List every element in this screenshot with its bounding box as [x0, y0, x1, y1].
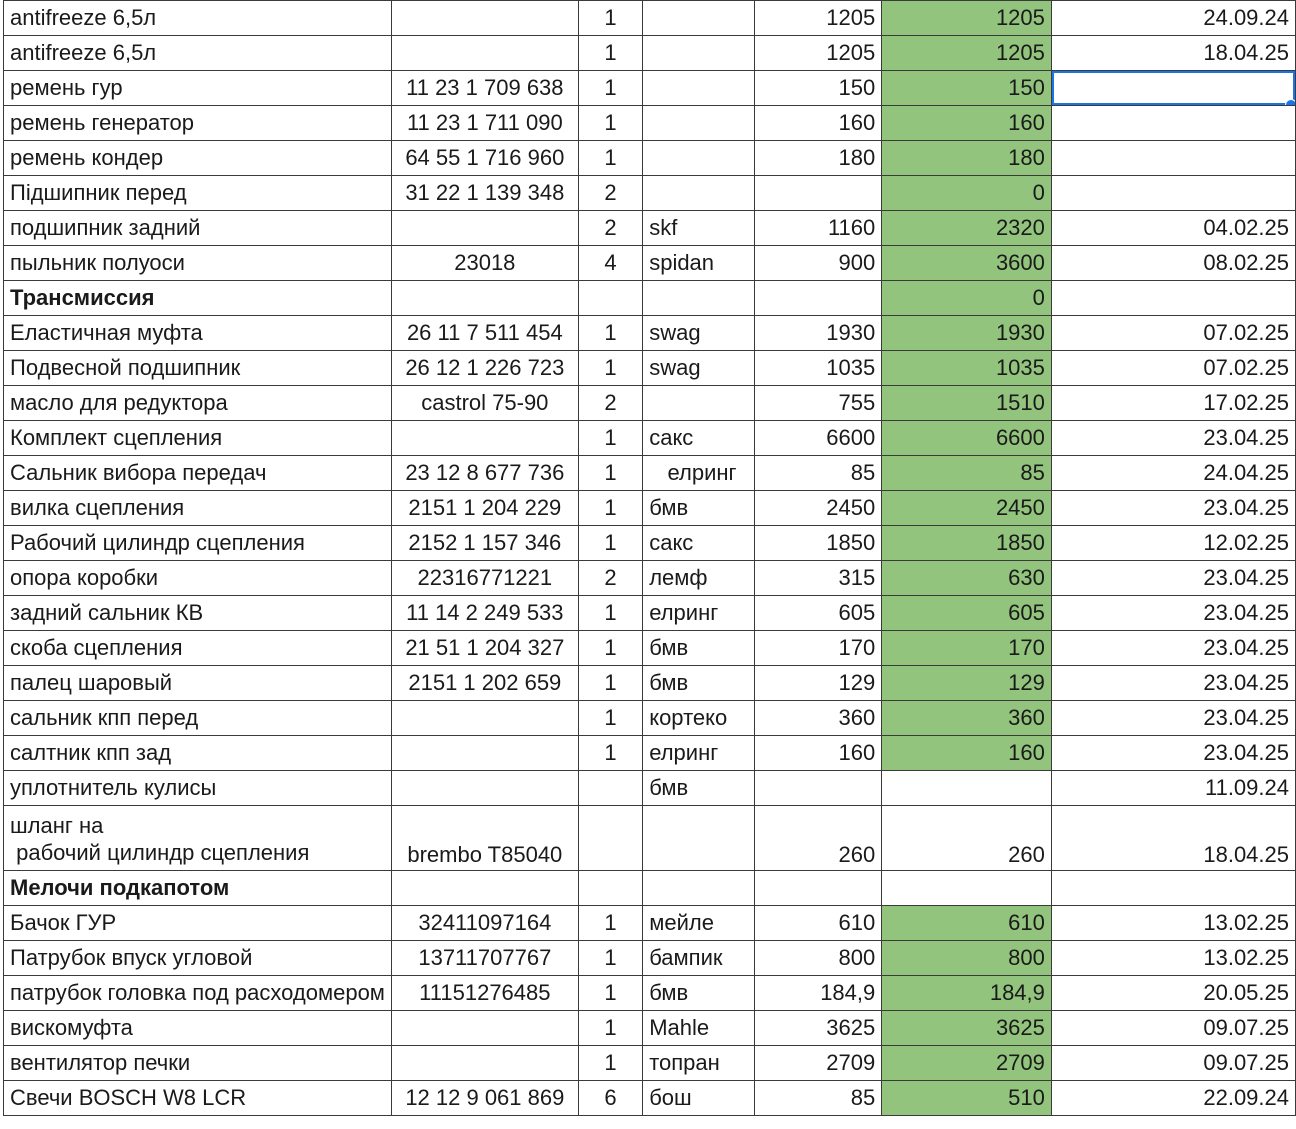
- cell-quantity[interactable]: 2: [578, 176, 642, 211]
- cell-date[interactable]: 20.05.25: [1051, 976, 1295, 1011]
- cell-brand[interactable]: [643, 176, 755, 211]
- section-header-row: [4, 281, 1296, 316]
- cell-brand[interactable]: топран: [643, 1046, 755, 1081]
- cell-date[interactable]: 23.04.25: [1051, 666, 1295, 701]
- cell-date[interactable]: 12.02.25: [1051, 526, 1295, 561]
- cell-item-name[interactable]: уплотнитель кулисы: [4, 771, 392, 806]
- cell-date[interactable]: [1051, 106, 1295, 141]
- cell-brand[interactable]: бмв: [643, 976, 755, 1011]
- cell-total[interactable]: [882, 771, 1052, 806]
- cell-date[interactable]: [1051, 176, 1295, 211]
- cell-quantity[interactable]: 1: [578, 596, 642, 631]
- cell-date[interactable]: 07.02.25: [1051, 316, 1295, 351]
- cell-total[interactable]: 1035: [882, 351, 1052, 386]
- cell-date[interactable]: 04.02.25: [1051, 211, 1295, 246]
- cell-brand[interactable]: бмв: [643, 771, 755, 806]
- cell-part-number[interactable]: 32411097164: [391, 906, 578, 941]
- cell-part-number[interactable]: [391, 281, 578, 316]
- cell-part-number[interactable]: [391, 736, 578, 771]
- cell-item-name[interactable]: скоба сцепления: [4, 631, 392, 666]
- cell-part-number[interactable]: 2151 1 204 229: [391, 491, 578, 526]
- cell-total[interactable]: 1930: [882, 316, 1052, 351]
- cell-price[interactable]: 170: [755, 631, 882, 666]
- cell-date[interactable]: 07.02.25: [1051, 351, 1295, 386]
- cell-part-number[interactable]: [391, 1011, 578, 1046]
- cell-part-number[interactable]: 2152 1 157 346: [391, 526, 578, 561]
- cell-total[interactable]: 180: [882, 141, 1052, 176]
- cell-part-number[interactable]: [391, 871, 578, 906]
- cell-price[interactable]: 160: [755, 106, 882, 141]
- table-row: [4, 976, 1296, 1011]
- cell-total[interactable]: 800: [882, 941, 1052, 976]
- cell-price[interactable]: 800: [755, 941, 882, 976]
- cell-date[interactable]: 18.04.25: [1051, 806, 1295, 871]
- cell-quantity[interactable]: 1: [578, 351, 642, 386]
- cell-price[interactable]: 2709: [755, 1046, 882, 1081]
- cell-item-name[interactable]: задний сальник КВ: [4, 596, 392, 631]
- table-row: [4, 1, 1296, 36]
- cell-quantity[interactable]: 2: [578, 561, 642, 596]
- cell-brand[interactable]: бмв: [643, 491, 755, 526]
- cell-date[interactable]: 11.09.24: [1051, 771, 1295, 806]
- cell-price[interactable]: 85: [755, 456, 882, 491]
- cell-part-number[interactable]: [391, 421, 578, 456]
- cell-total[interactable]: 1510: [882, 386, 1052, 421]
- cell-quantity[interactable]: [578, 771, 642, 806]
- cell-price[interactable]: 160: [755, 736, 882, 771]
- cell-part-number[interactable]: brembo T85040: [391, 806, 578, 871]
- cell-part-number[interactable]: 23018: [391, 246, 578, 281]
- cell-brand[interactable]: swag: [643, 316, 755, 351]
- cell-item-name[interactable]: antifreeze 6,5л: [4, 1, 392, 36]
- cell-price[interactable]: [755, 281, 882, 316]
- table-row: [4, 666, 1296, 701]
- spreadsheet-grid: [3, 0, 1296, 1116]
- cell-brand[interactable]: [643, 106, 755, 141]
- cell-brand[interactable]: [643, 871, 755, 906]
- cell-quantity[interactable]: 1: [578, 941, 642, 976]
- section-header-row: [4, 871, 1296, 906]
- cell-brand[interactable]: [643, 36, 755, 71]
- table-row: [4, 351, 1296, 386]
- cell-quantity[interactable]: 1: [578, 456, 642, 491]
- cell-total[interactable]: 260: [882, 806, 1052, 871]
- cell-total[interactable]: 2320: [882, 211, 1052, 246]
- table-row: [4, 386, 1296, 421]
- cell-price[interactable]: 2450: [755, 491, 882, 526]
- cell-date[interactable]: 23.04.25: [1051, 491, 1295, 526]
- cell-brand[interactable]: spidan: [643, 246, 755, 281]
- cell-price[interactable]: 129: [755, 666, 882, 701]
- cell-part-number[interactable]: [391, 1, 578, 36]
- cell-price[interactable]: 605: [755, 596, 882, 631]
- cell-item-name[interactable]: шланг на рабочий цилиндр сцепления: [4, 806, 392, 871]
- table-row: [4, 631, 1296, 666]
- cell-brand[interactable]: сакс: [643, 421, 755, 456]
- spreadsheet-body: [4, 1, 1296, 1116]
- cell-price[interactable]: 85: [755, 1081, 882, 1116]
- table-row: [4, 456, 1296, 491]
- cell-item-name[interactable]: Свечи BOSCH W8 LCR: [4, 1081, 392, 1116]
- cell-part-number[interactable]: 12 12 9 061 869: [391, 1081, 578, 1116]
- cell-total[interactable]: 2709: [882, 1046, 1052, 1081]
- cell-total[interactable]: [882, 871, 1052, 906]
- cell-price[interactable]: 6600: [755, 421, 882, 456]
- cell-brand[interactable]: [643, 281, 755, 316]
- cell-item-name[interactable]: пыльник полуоси: [4, 246, 392, 281]
- cell-price[interactable]: 1035: [755, 351, 882, 386]
- cell-quantity[interactable]: 1: [578, 631, 642, 666]
- cell-brand[interactable]: [643, 141, 755, 176]
- cell-quantity[interactable]: 1: [578, 701, 642, 736]
- cell-quantity[interactable]: [578, 281, 642, 316]
- cell-price[interactable]: 180: [755, 141, 882, 176]
- table-row: [4, 246, 1296, 281]
- table-row: [4, 36, 1296, 71]
- cell-brand[interactable]: бмв: [643, 666, 755, 701]
- table-row: [4, 491, 1296, 526]
- cell-price[interactable]: 360: [755, 701, 882, 736]
- cell-part-number[interactable]: 64 55 1 716 960: [391, 141, 578, 176]
- cell-total[interactable]: 630: [882, 561, 1052, 596]
- cell-quantity[interactable]: 1: [578, 976, 642, 1011]
- cell-quantity[interactable]: 1: [578, 491, 642, 526]
- cell-item-name[interactable]: antifreeze 6,5л: [4, 36, 392, 71]
- cell-quantity[interactable]: 1: [578, 526, 642, 561]
- cell-brand[interactable]: [643, 1, 755, 36]
- table-row: [4, 421, 1296, 456]
- cell-date[interactable]: 13.02.25: [1051, 906, 1295, 941]
- cell-quantity[interactable]: 1: [578, 666, 642, 701]
- cell-total[interactable]: 85: [882, 456, 1052, 491]
- cell-brand[interactable]: елринг: [643, 456, 755, 491]
- cell-item-name[interactable]: палец шаровый: [4, 666, 392, 701]
- cell-part-number[interactable]: [391, 36, 578, 71]
- cell-quantity[interactable]: 1: [578, 106, 642, 141]
- cell-price[interactable]: [755, 771, 882, 806]
- cell-part-number[interactable]: 26 12 1 226 723: [391, 351, 578, 386]
- cell-price[interactable]: 1850: [755, 526, 882, 561]
- cell-quantity[interactable]: 2: [578, 211, 642, 246]
- cell-total[interactable]: 160: [882, 736, 1052, 771]
- cell-total[interactable]: 605: [882, 596, 1052, 631]
- cell-brand[interactable]: сакс: [643, 526, 755, 561]
- cell-item-name[interactable]: Трансмиссия: [4, 281, 392, 316]
- cell-part-number[interactable]: [391, 211, 578, 246]
- cell-quantity[interactable]: 1: [578, 71, 642, 106]
- cell-part-number[interactable]: 11 14 2 249 533: [391, 596, 578, 631]
- cell-quantity[interactable]: 1: [578, 316, 642, 351]
- cell-date[interactable]: 13.02.25: [1051, 941, 1295, 976]
- selection-fill-handle[interactable]: [1285, 99, 1296, 106]
- cell-total[interactable]: 0: [882, 176, 1052, 211]
- cell-brand[interactable]: бош: [643, 1081, 755, 1116]
- selected-cell[interactable]: [1051, 71, 1295, 106]
- cell-quantity[interactable]: 1: [578, 141, 642, 176]
- table-row: [4, 106, 1296, 141]
- cell-total[interactable]: 1205: [882, 36, 1052, 71]
- table-row: [4, 561, 1296, 596]
- cell-price[interactable]: 260: [755, 806, 882, 871]
- cell-item-name[interactable]: Сальник вибора передач: [4, 456, 392, 491]
- cell-part-number[interactable]: 13711707767: [391, 941, 578, 976]
- table-row: [4, 771, 1296, 806]
- table-row: [4, 941, 1296, 976]
- cell-total[interactable]: 1850: [882, 526, 1052, 561]
- cell-item-name[interactable]: вентилятор печки: [4, 1046, 392, 1081]
- cell-quantity[interactable]: 2: [578, 386, 642, 421]
- cell-total[interactable]: 170: [882, 631, 1052, 666]
- cell-total[interactable]: 1205: [882, 1, 1052, 36]
- cell-price[interactable]: 1205: [755, 1, 882, 36]
- cell-item-name[interactable]: Подвесной подшипник: [4, 351, 392, 386]
- cell-part-number[interactable]: castrol 75-90: [391, 386, 578, 421]
- cell-date[interactable]: 23.04.25: [1051, 421, 1295, 456]
- cell-price[interactable]: 610: [755, 906, 882, 941]
- cell-part-number[interactable]: 11 23 1 711 090: [391, 106, 578, 141]
- cell-date[interactable]: 23.04.25: [1051, 561, 1295, 596]
- cell-brand[interactable]: Mahle: [643, 1011, 755, 1046]
- cell-part-number[interactable]: [391, 1046, 578, 1081]
- cell-quantity[interactable]: 1: [578, 1046, 642, 1081]
- cell-item-name[interactable]: Патрубок впуск угловой: [4, 941, 392, 976]
- cell-part-number[interactable]: 23 12 8 677 736: [391, 456, 578, 491]
- cell-part-number[interactable]: [391, 701, 578, 736]
- cell-price[interactable]: 3625: [755, 1011, 882, 1046]
- cell-item-name[interactable]: подшипник задний: [4, 211, 392, 246]
- cell-total[interactable]: 2450: [882, 491, 1052, 526]
- cell-quantity[interactable]: 1: [578, 421, 642, 456]
- cell-date[interactable]: [1051, 871, 1295, 906]
- cell-part-number[interactable]: 11 23 1 709 638: [391, 71, 578, 106]
- table-row: [4, 1081, 1296, 1116]
- cell-item-name[interactable]: Бачок ГУР: [4, 906, 392, 941]
- cell-brand[interactable]: skf: [643, 211, 755, 246]
- cell-item-name[interactable]: сальник кпп перед: [4, 701, 392, 736]
- cell-price[interactable]: 150: [755, 71, 882, 106]
- cell-price[interactable]: 900: [755, 246, 882, 281]
- cell-item-name[interactable]: Еластичная муфта: [4, 316, 392, 351]
- cell-item-name[interactable]: ремень кондер: [4, 141, 392, 176]
- cell-item-name[interactable]: Рабочий цилиндр сцепления: [4, 526, 392, 561]
- cell-quantity[interactable]: 4: [578, 246, 642, 281]
- cell-item-name[interactable]: ремень гур: [4, 71, 392, 106]
- table-row: [4, 806, 1296, 871]
- cell-brand[interactable]: swag: [643, 351, 755, 386]
- table-row: [4, 1046, 1296, 1081]
- cell-part-number[interactable]: [391, 771, 578, 806]
- table-row: [4, 596, 1296, 631]
- table-row: [4, 211, 1296, 246]
- cell-date[interactable]: 09.07.25: [1051, 1011, 1295, 1046]
- cell-date[interactable]: 22.09.24: [1051, 1081, 1295, 1116]
- cell-total[interactable]: 160: [882, 106, 1052, 141]
- cell-total[interactable]: 3625: [882, 1011, 1052, 1046]
- cell-part-number[interactable]: 11151276485: [391, 976, 578, 1011]
- cell-part-number[interactable]: 26 11 7 511 454: [391, 316, 578, 351]
- cell-quantity[interactable]: 1: [578, 906, 642, 941]
- cell-brand[interactable]: [643, 806, 755, 871]
- cell-part-number[interactable]: 2151 1 202 659: [391, 666, 578, 701]
- cell-date[interactable]: 23.04.25: [1051, 701, 1295, 736]
- table-row: [4, 316, 1296, 351]
- table-row: [4, 701, 1296, 736]
- cell-date[interactable]: 23.04.25: [1051, 596, 1295, 631]
- cell-item-name[interactable]: Мелочи подкапотом: [4, 871, 392, 906]
- cell-brand[interactable]: мейле: [643, 906, 755, 941]
- cell-quantity[interactable]: [578, 806, 642, 871]
- cell-price[interactable]: 755: [755, 386, 882, 421]
- table-row: [4, 141, 1296, 176]
- cell-date[interactable]: 08.02.25: [1051, 246, 1295, 281]
- cell-item-name[interactable]: патрубок головка под расходомером: [4, 976, 392, 1011]
- cell-item-name[interactable]: Підшипник перед: [4, 176, 392, 211]
- cell-item-name[interactable]: Комплект сцепления: [4, 421, 392, 456]
- cell-item-name[interactable]: салтник кпп зад: [4, 736, 392, 771]
- cell-total[interactable]: 150: [882, 71, 1052, 106]
- cell-total[interactable]: 360: [882, 701, 1052, 736]
- cell-part-number[interactable]: 31 22 1 139 348: [391, 176, 578, 211]
- table-row: [4, 736, 1296, 771]
- table-row: [4, 176, 1296, 211]
- cell-brand[interactable]: [643, 386, 755, 421]
- cell-price[interactable]: 315: [755, 561, 882, 596]
- cell-total[interactable]: 3600: [882, 246, 1052, 281]
- cell-part-number[interactable]: 22316771221: [391, 561, 578, 596]
- cell-date[interactable]: 23.04.25: [1051, 631, 1295, 666]
- cell-date[interactable]: 18.04.25: [1051, 36, 1295, 71]
- cell-price[interactable]: 1205: [755, 36, 882, 71]
- cell-total[interactable]: 129: [882, 666, 1052, 701]
- cell-total[interactable]: 6600: [882, 421, 1052, 456]
- cell-item-name[interactable]: ремень генератор: [4, 106, 392, 141]
- cell-total[interactable]: 184,9: [882, 976, 1052, 1011]
- cell-price[interactable]: 1160: [755, 211, 882, 246]
- cell-price[interactable]: 1930: [755, 316, 882, 351]
- cell-quantity[interactable]: 1: [578, 1, 642, 36]
- table-row: [4, 71, 1296, 106]
- cell-part-number[interactable]: 21 51 1 204 327: [391, 631, 578, 666]
- cell-brand[interactable]: бмв: [643, 631, 755, 666]
- cell-price[interactable]: 184,9: [755, 976, 882, 1011]
- cell-total[interactable]: 510: [882, 1081, 1052, 1116]
- cell-quantity[interactable]: 6: [578, 1081, 642, 1116]
- cell-date[interactable]: [1051, 141, 1295, 176]
- cell-quantity[interactable]: 1: [578, 36, 642, 71]
- cell-date[interactable]: [1051, 281, 1295, 316]
- table-row: [4, 906, 1296, 941]
- cell-total[interactable]: 0: [882, 281, 1052, 316]
- cell-date[interactable]: 09.07.25: [1051, 1046, 1295, 1081]
- cell-total[interactable]: 610: [882, 906, 1052, 941]
- table-row: [4, 1011, 1296, 1046]
- cell-date[interactable]: 23.04.25: [1051, 736, 1295, 771]
- cell-brand[interactable]: лемф: [643, 561, 755, 596]
- cell-brand[interactable]: [643, 71, 755, 106]
- cell-item-name[interactable]: опора коробки: [4, 561, 392, 596]
- table-row: [4, 526, 1296, 561]
- cell-brand[interactable]: елринг: [643, 736, 755, 771]
- cell-date[interactable]: 24.04.25: [1051, 456, 1295, 491]
- cell-date[interactable]: 17.02.25: [1051, 386, 1295, 421]
- cell-brand[interactable]: елринг: [643, 596, 755, 631]
- cell-item-name[interactable]: вилка сцепления: [4, 491, 392, 526]
- cell-date[interactable]: 24.09.24: [1051, 1, 1295, 36]
- cell-brand[interactable]: бампик: [643, 941, 755, 976]
- cell-quantity[interactable]: [578, 871, 642, 906]
- cell-brand[interactable]: кортеко: [643, 701, 755, 736]
- cell-quantity[interactable]: 1: [578, 1011, 642, 1046]
- cell-item-name[interactable]: вискомуфта: [4, 1011, 392, 1046]
- cell-quantity[interactable]: 1: [578, 736, 642, 771]
- cell-price[interactable]: [755, 871, 882, 906]
- cell-item-name[interactable]: масло для редуктора: [4, 386, 392, 421]
- cell-price[interactable]: [755, 176, 882, 211]
